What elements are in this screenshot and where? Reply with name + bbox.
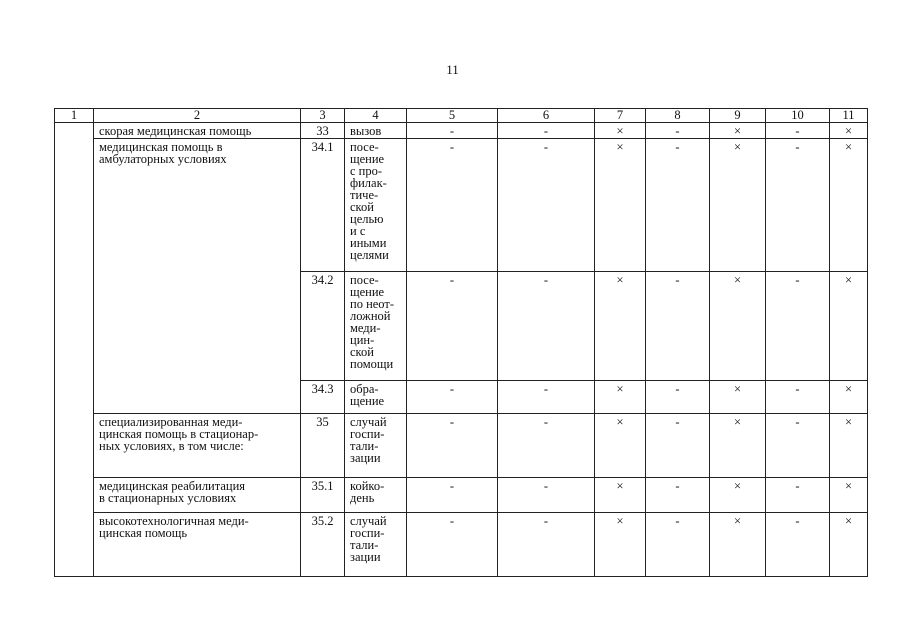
value-cell: ×: [710, 123, 766, 139]
row-code: 35.1: [301, 478, 345, 513]
table-row: [55, 139, 868, 272]
value-cell: ×: [710, 139, 766, 272]
value-cell: -: [498, 414, 595, 478]
value-cell: -: [646, 513, 710, 577]
row-code: 35: [301, 414, 345, 478]
row-unit: случай госпи- тали- зации: [345, 414, 407, 478]
value-cell: ×: [830, 139, 868, 272]
header-cell: 5: [407, 109, 498, 123]
value-cell: ×: [595, 272, 646, 381]
value-cell: ×: [830, 478, 868, 513]
value-cell: -: [407, 123, 498, 139]
value-cell: ×: [595, 123, 646, 139]
header-cell: 2: [94, 109, 301, 123]
row-code: 35.2: [301, 513, 345, 577]
value-cell: -: [766, 123, 830, 139]
value-cell: -: [766, 478, 830, 513]
value-cell: ×: [830, 381, 868, 414]
row-label: высокотехнологичная меди- цинская помощь: [94, 513, 301, 577]
page-number: 11: [446, 62, 459, 77]
value-cell: ×: [710, 381, 766, 414]
value-cell: -: [766, 414, 830, 478]
row-unit: вызов: [345, 123, 407, 139]
row-label: медицинская реабилитация в стационарных условиях: [94, 478, 301, 513]
value-cell: ×: [710, 513, 766, 577]
value-cell: -: [766, 272, 830, 381]
value-cell: ×: [595, 381, 646, 414]
table-header-row: [55, 109, 868, 123]
header-cell: 9: [710, 109, 766, 123]
value-cell: -: [646, 123, 710, 139]
value-cell: ×: [830, 123, 868, 139]
header-cell: 1: [55, 109, 94, 123]
value-cell: -: [766, 139, 830, 272]
value-cell: -: [407, 139, 498, 272]
value-cell: -: [646, 414, 710, 478]
value-cell: -: [498, 478, 595, 513]
value-cell: ×: [710, 478, 766, 513]
row-unit: обра- щение: [345, 381, 407, 414]
value-cell: -: [407, 381, 498, 414]
value-cell: -: [498, 272, 595, 381]
header-cell: 3: [301, 109, 345, 123]
row-unit: койко- день: [345, 478, 407, 513]
value-cell: -: [646, 139, 710, 272]
row-unit: случай госпи- тали- зации: [345, 513, 407, 577]
value-cell: -: [407, 513, 498, 577]
header-cell: 11: [830, 109, 868, 123]
value-cell: -: [498, 139, 595, 272]
value-cell: ×: [830, 513, 868, 577]
value-cell: -: [766, 381, 830, 414]
value-cell: -: [498, 381, 595, 414]
empty-first-column-cell: [55, 123, 94, 577]
row-label: специализированная меди- цинская помощь в стационар- ных условиях, в том числе:: [94, 414, 301, 478]
row-unit: посе- щение с про- филак- тиче- ской целью и с иными целями: [345, 139, 407, 272]
value-cell: ×: [830, 414, 868, 478]
value-cell: ×: [595, 139, 646, 272]
table-row: [55, 123, 868, 139]
value-cell: -: [407, 272, 498, 381]
data-table: [54, 108, 868, 577]
header-cell: 6: [498, 109, 595, 123]
value-cell: ×: [710, 272, 766, 381]
table-row: [55, 478, 868, 513]
value-cell: ×: [595, 513, 646, 577]
value-cell: -: [646, 478, 710, 513]
header-cell: 8: [646, 109, 710, 123]
table-row: [55, 513, 868, 577]
value-cell: -: [766, 513, 830, 577]
value-cell: -: [646, 381, 710, 414]
value-cell: -: [646, 272, 710, 381]
value-cell: ×: [595, 414, 646, 478]
header-cell: 4: [345, 109, 407, 123]
value-cell: ×: [710, 414, 766, 478]
row-code: 34.2: [301, 272, 345, 381]
value-cell: -: [498, 123, 595, 139]
row-label: скорая медицинская помощь: [94, 123, 301, 139]
value-cell: -: [407, 414, 498, 478]
row-label: медицинская помощь в амбулаторных условиях: [94, 139, 301, 414]
table-row: [55, 414, 868, 478]
header-cell: 7: [595, 109, 646, 123]
value-cell: ×: [595, 478, 646, 513]
row-code: 34.3: [301, 381, 345, 414]
value-cell: -: [498, 513, 595, 577]
header-cell: 10: [766, 109, 830, 123]
row-code: 33: [301, 123, 345, 139]
row-unit: посе- щение по неот- ложной меди- цин- ской помощи: [345, 272, 407, 381]
value-cell: -: [407, 478, 498, 513]
value-cell: ×: [830, 272, 868, 381]
row-code: 34.1: [301, 139, 345, 272]
